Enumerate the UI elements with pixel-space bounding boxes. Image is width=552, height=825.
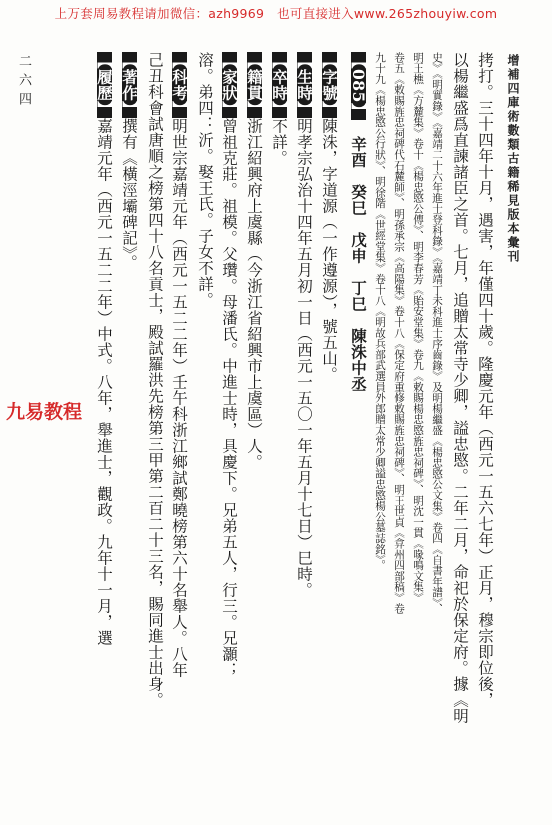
field-tag: 【 家狀 】 bbox=[222, 52, 238, 118]
column-text: 溶。弟四：沂。娶王氏。子女不詳。 bbox=[196, 52, 214, 308]
text-columns bbox=[42, 52, 492, 782]
field-tag: 【 籍貫 】 bbox=[247, 52, 263, 118]
field-column bbox=[90, 52, 112, 782]
entry-heading-text: 辛酉 癸巳 戊申 丁巳 陳洙中丞 bbox=[349, 135, 368, 392]
watermark-logo: 九易教程 bbox=[6, 401, 83, 423]
field-text: 陳洙，字道源（一作遵源），號五山。 bbox=[320, 118, 338, 383]
column-text: 拷打。三十四年十月，遇害，年僅四十歲。隆慶元年（西元一五六七年）正月，穆宗即位後， bbox=[476, 52, 494, 708]
field-text: 曾祖克莊。祖模。父瓚。母潘氏。中進士時，具慶下。兄弟五人，行三。兄灝； bbox=[220, 118, 238, 678]
citation-column bbox=[426, 52, 442, 782]
field-text: 不詳。 bbox=[270, 118, 288, 166]
text-column bbox=[470, 52, 492, 782]
field-column bbox=[215, 52, 237, 782]
field-column bbox=[290, 52, 312, 782]
entry-heading-column bbox=[344, 52, 366, 782]
watermark-banner: 上万套周易教程请加微信：azh9969 也可直接进入www.265zhouyiw.com bbox=[54, 6, 498, 21]
column-text: 史》《明實錄》《嘉靖二十六年進士登科錄》《嘉靖丁未科進士序齒錄》及明楊繼盛《楊忠愍公文集》卷四《自書年譜》、 bbox=[431, 52, 443, 614]
text-column bbox=[445, 52, 467, 782]
field-tag: 【 著作 】 bbox=[122, 52, 138, 118]
field-text: 撰有《橫涇壩碑記》。 bbox=[120, 118, 138, 271]
citation-column bbox=[369, 52, 385, 782]
column-text: 己丑科會試唐順之榜第四十八名貢士，殿試羅洪先榜第三甲第二百二十三名，賜同進士出身。 bbox=[146, 52, 164, 708]
column-text: 明王樵《方麓集》卷十《楊忠愍公傳》、明李春芳《貽安堂集》卷九《敕賜楊忠愍旌忠祠碑》、明沈一貫《喙鳴文集》 bbox=[412, 52, 424, 603]
field-tag: 【 卒時 】 bbox=[272, 52, 288, 118]
field-text: 明世宗嘉靖元年（西元一五二二年）壬午科浙江鄉試鄭曉榜第六十名舉人。八年 bbox=[170, 118, 188, 678]
column-text: 九十九《楊忠愍公行狀》、明徐階《世經堂集》卷十八《明故兵部武選員外郎贈太常少卿謚忠愍楊公墓誌銘》。 bbox=[374, 52, 386, 571]
field-column bbox=[165, 52, 187, 782]
field-column bbox=[115, 52, 137, 782]
book-title: 增補四庫術數類古籍稀見版本彙刊 bbox=[506, 54, 520, 264]
column-text: 卷五《敕賜旌忠祠碑代石麓師》、明孫承宗《高陽集》卷十八《保定府重修敕賜旌忠祠碑》、明王世貞《弇州四部稿》卷 bbox=[393, 52, 405, 614]
citation-column bbox=[388, 52, 404, 782]
text-column bbox=[140, 52, 162, 782]
field-text: 明孝宗弘治十四年五月初一日（西元一五〇一年五月十七日）巳時。 bbox=[295, 118, 313, 598]
field-text: 嘉靖元年（西元一五二二年）中式。八年，舉進士，觀政。九年十一月，選 bbox=[95, 118, 113, 646]
field-text: 浙江紹興府上虞縣（今浙江省紹興市上虞區）人。 bbox=[245, 118, 263, 470]
field-tag: 【 生時 】 bbox=[297, 52, 313, 118]
entry-number: 【 085 】 bbox=[351, 52, 367, 120]
column-text: 以楊繼盛爲直諫諸臣之首。七月，追贈太常寺少卿，謚忠愍。二年二月，命祀於保定府。據《明 bbox=[451, 52, 469, 724]
field-tag: 【 履歷 】 bbox=[97, 52, 113, 118]
field-column bbox=[265, 52, 287, 782]
field-column bbox=[240, 52, 262, 782]
page-number: 二六四 bbox=[16, 54, 31, 111]
text-column bbox=[190, 52, 212, 782]
field-tag: 【 字號 】 bbox=[322, 52, 338, 118]
citation-column bbox=[407, 52, 423, 782]
field-column bbox=[315, 52, 337, 782]
field-tag: 【 科考 】 bbox=[172, 52, 188, 118]
